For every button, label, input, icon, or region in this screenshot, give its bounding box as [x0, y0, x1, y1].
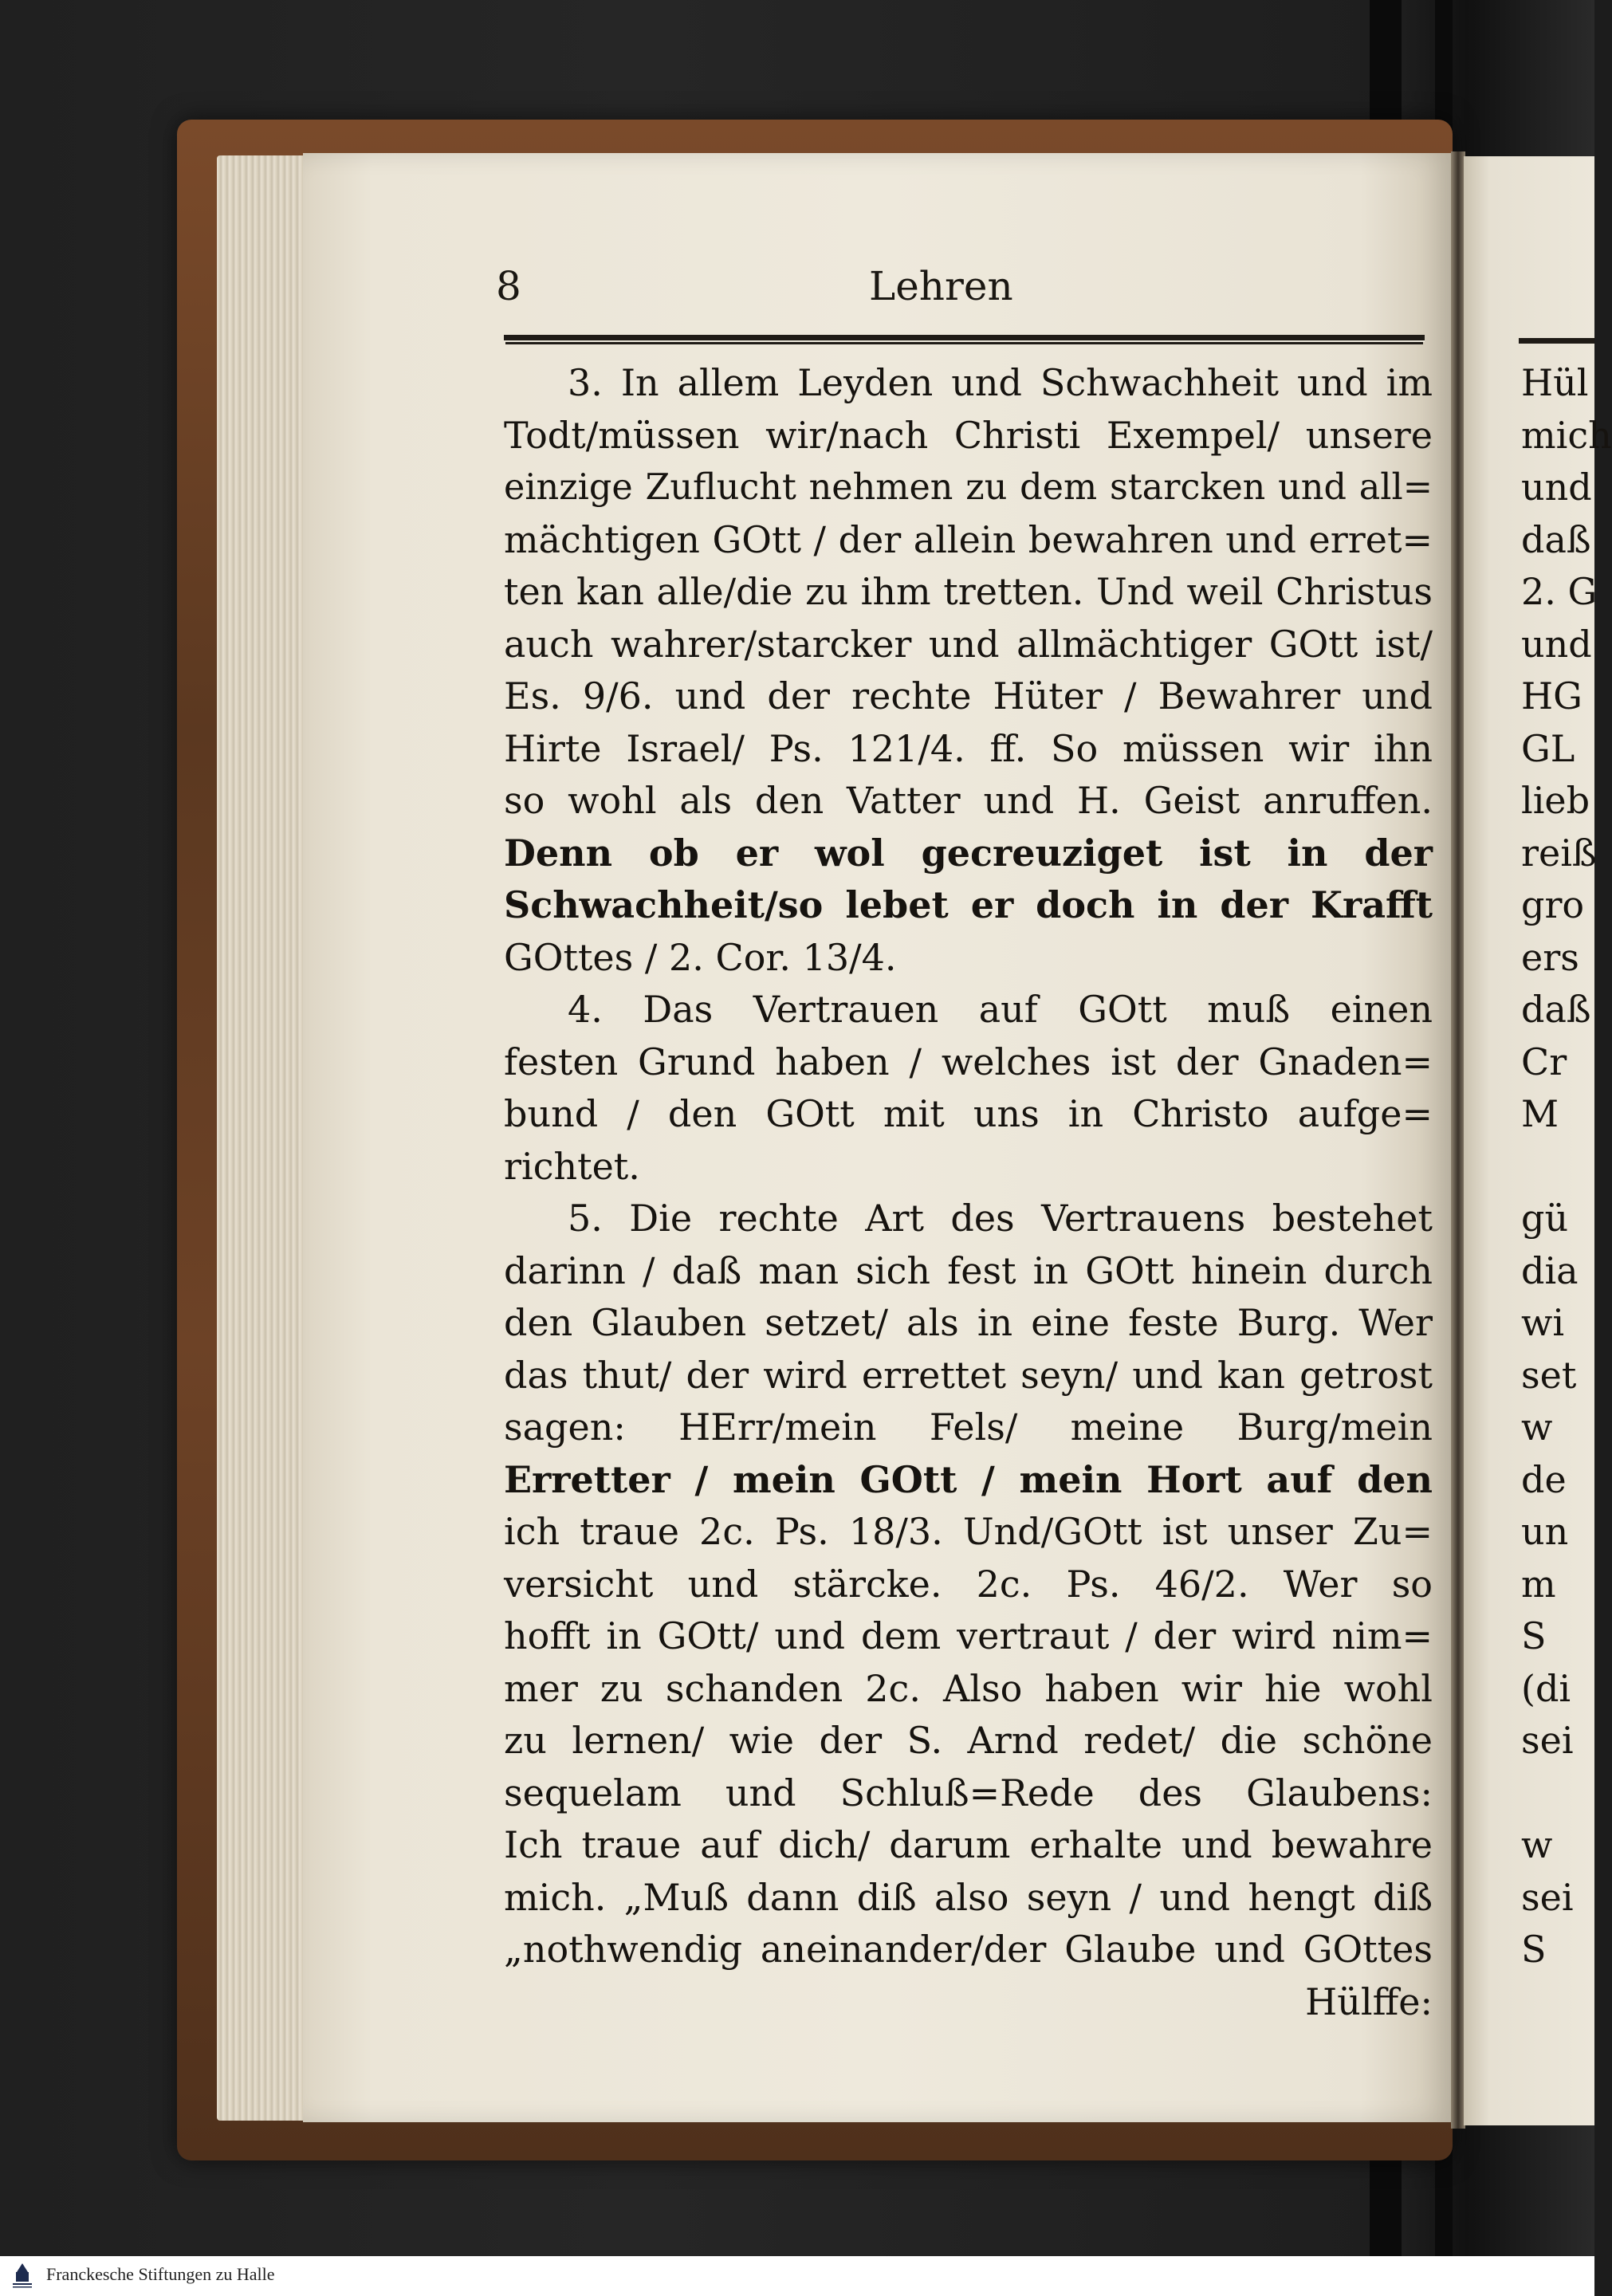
- facing-text-line: wi: [1521, 1301, 1565, 1344]
- text-line: sagen: HErr/mein Fels/ meine Burg/mein: [504, 1406, 1433, 1449]
- facing-text-line: ers: [1521, 935, 1579, 979]
- text-line: Todt/müssen wir/nach Christi Exempel/ unsere: [504, 413, 1433, 457]
- text-line: ten kan alle/die zu ihm tretten. Und weil Christus: [504, 570, 1433, 613]
- facing-text-line: GL: [1521, 726, 1575, 770]
- text-line: ich traue 2c. Ps. 18/3. Und/GOtt ist unser Zu=: [504, 1510, 1433, 1553]
- facing-page-text: [1521, 357, 1612, 1976]
- text-line: Ich traue auf dich/ darum erhalte und bewahre: [504, 1823, 1433, 1866]
- text-line: hofft in GOtt/ und dem vertraut / der wird nim=: [504, 1614, 1433, 1657]
- facing-text-line: lieb: [1521, 779, 1590, 822]
- facing-text-line: 2. G: [1521, 570, 1598, 613]
- text-line: zu lernen/ wie der S. Arnd redet/ die schöne: [504, 1719, 1433, 1762]
- facing-text-line: daß: [1521, 517, 1591, 561]
- facing-text-line: M: [1521, 1092, 1559, 1135]
- facing-text-line: de: [1521, 1457, 1567, 1501]
- text-line: mächtigen GOtt / der allein bewahren und erret=: [504, 517, 1433, 561]
- facing-header-rule: [1519, 338, 1594, 344]
- text-line: bund / den GOtt mit uns in Christo aufge=: [504, 1092, 1433, 1135]
- text-line: sequelam und Schluß=Rede des Glaubens:: [504, 1771, 1433, 1814]
- text-line: „nothwendig aneinander/der Glaube und GOttes: [504, 1928, 1433, 1971]
- facing-text-line: mich: [1521, 413, 1612, 457]
- facing-text-line: S: [1521, 1928, 1547, 1971]
- text-line: festen Grund haben / welches ist der Gnaden=: [504, 1040, 1433, 1083]
- facing-text-line: dia: [1521, 1248, 1579, 1292]
- text-line: Hülffe:: [1305, 1980, 1433, 2023]
- text-line: den Glauben setzet/ als in eine feste Burg. Wer: [504, 1301, 1433, 1344]
- text-line: 5. Die rechte Art des Vertrauens bestehet: [568, 1197, 1433, 1240]
- text-line: das thut/ der wird errettet seyn/ und kan getrost: [504, 1353, 1433, 1397]
- facing-text-line: sei: [1521, 1719, 1574, 1762]
- facing-text-line: gro: [1521, 883, 1585, 926]
- facing-text-line: w: [1521, 1406, 1553, 1449]
- facing-text-line: sei: [1521, 1875, 1574, 1919]
- facing-text-line: m: [1521, 1562, 1556, 1606]
- header-rule: [504, 335, 1425, 342]
- text-line: darinn / daß man sich fest in GOtt hinein durch: [504, 1248, 1433, 1292]
- facing-text-line: reiß: [1521, 831, 1597, 875]
- facing-text-line: S: [1521, 1614, 1547, 1657]
- text-line: 4. Das Vertrauen auf GOtt muß einen: [568, 988, 1433, 1031]
- text-line: 3. In allem Leyden und Schwachheit und im: [568, 361, 1433, 404]
- institution-logo-icon[interactable]: [6, 2261, 38, 2291]
- facing-text-line: [1521, 1141, 1601, 1193]
- facing-text-line: und: [1521, 622, 1592, 666]
- page-edges: [217, 155, 305, 2121]
- facing-text-line: un: [1521, 1510, 1569, 1553]
- page-text: [504, 357, 1433, 2028]
- facing-text-line: HG: [1521, 674, 1583, 718]
- facing-text-line: (di: [1521, 1666, 1571, 1710]
- text-line: versicht und stärcke. 2c. Ps. 46/2. Wer so: [504, 1562, 1433, 1606]
- running-title: Lehren: [869, 263, 1013, 309]
- facing-text-line: Hül: [1521, 361, 1589, 404]
- facing-text-line: w: [1521, 1823, 1553, 1866]
- page-number: 8: [496, 263, 521, 309]
- facing-text-line: daß: [1521, 988, 1591, 1031]
- text-line: einzige Zuflucht nehmen zu dem starcken und all=: [504, 467, 1433, 508]
- facing-text-line: set: [1521, 1353, 1577, 1397]
- text-line: Hirte Israel/ Ps. 121/4. ff. So müssen wir ihn: [504, 726, 1433, 770]
- text-line: mer zu schanden 2c. Also haben wir hie wohl: [504, 1666, 1433, 1710]
- facing-text-line: Cr: [1521, 1040, 1567, 1083]
- text-line: Es. 9/6. und der rechte Hüter / Bewahrer und: [504, 674, 1433, 718]
- institution-name[interactable]: Franckesche Stiftungen zu Halle: [46, 2264, 275, 2284]
- facing-text-line: und: [1521, 466, 1592, 509]
- text-line: so wohl als den Vatter und H. Geist anruffen.: [504, 779, 1433, 822]
- text-line: auch wahrer/starcker und allmächtiger GOtt ist/: [504, 622, 1433, 666]
- text-line: Schwachheit/so lebet er doch in der Krafft: [504, 883, 1433, 926]
- footer-bar: [0, 2256, 1594, 2296]
- text-line: mich. „Muß dann diß also seyn / und hengt diß: [504, 1875, 1433, 1919]
- text-line: Erretter / mein GOtt / mein Hort auf den: [504, 1457, 1433, 1501]
- text-line: richtet.: [504, 1144, 640, 1188]
- text-line: GOttes / 2. Cor. 13/4.: [504, 935, 897, 979]
- facing-text-line: gü: [1521, 1197, 1569, 1240]
- text-line: Denn ob er wol gecreuziget ist in der: [504, 831, 1433, 875]
- facing-text-line: [1521, 1767, 1601, 1820]
